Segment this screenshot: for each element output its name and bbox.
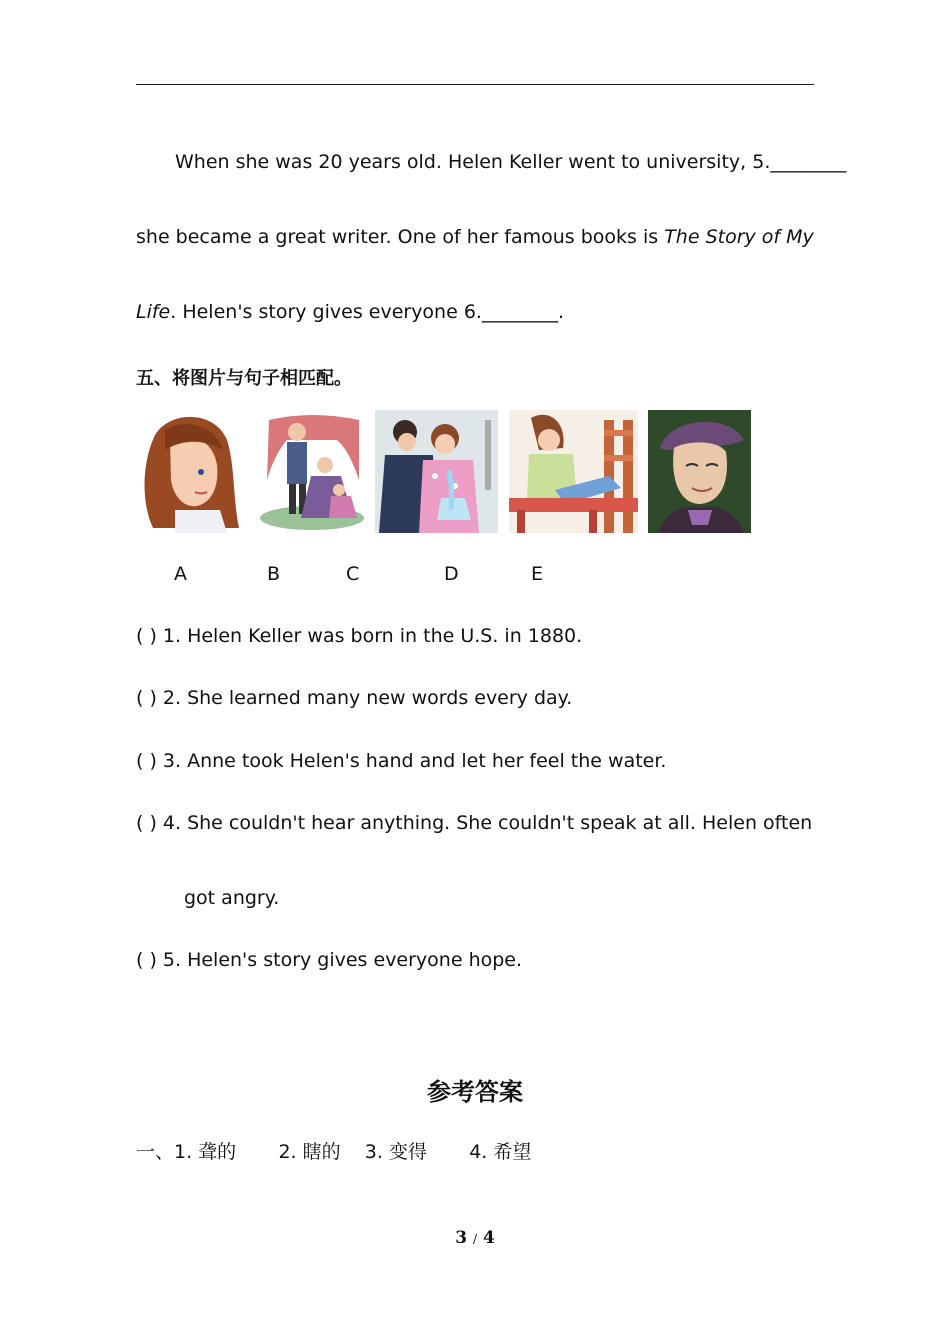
picture-letter-e: E	[531, 563, 544, 585]
matching-item-4: ( ) 4. She couldn't hear anything. She couldn't speak at all. Helen often	[136, 812, 813, 834]
page-number	[0, 1228, 950, 1248]
passage-line-3	[136, 300, 564, 324]
matching-item-2: ( ) 2. She learned many new words every day.	[136, 687, 573, 709]
passage-line-1: When she was 20 years old. Helen Keller went to university, 5.________	[175, 151, 847, 173]
picture-letter-c: C	[346, 563, 360, 585]
teacher-girl-water-illustration	[375, 410, 498, 533]
page-separator: /	[472, 1232, 478, 1246]
book-title-end: Life	[136, 301, 171, 323]
answer-key-title: 参考答案	[427, 1078, 523, 1106]
header-rule	[136, 84, 814, 85]
girl-long-hair-illustration	[135, 410, 242, 533]
section-5-heading: 五、将图片与句子相匹配。	[136, 368, 352, 389]
picture-letter-b: B	[267, 563, 281, 585]
passage-text: . Helen's story gives everyone 6.________.	[170, 301, 564, 323]
matching-item-4-continued: got angry.	[184, 887, 280, 909]
family-scene-illustration	[259, 410, 365, 533]
matching-item-1: ( ) 1. Helen Keller was born in the U.S. in 1880.	[136, 625, 583, 647]
passage-line-2	[136, 225, 814, 249]
old-woman-hat-illustration	[648, 410, 751, 533]
book-title: The Story of My	[664, 226, 814, 248]
page-current: 3	[455, 1228, 468, 1248]
matching-item-3: ( ) 3. Anne took Helen's hand and let her feel the water.	[136, 750, 667, 772]
picture-letter-a: A	[174, 563, 187, 585]
matching-item-5: ( ) 5. Helen's story gives everyone hope.	[136, 949, 523, 971]
picture-letter-d: D	[444, 563, 459, 585]
page-total: 4	[482, 1228, 495, 1248]
girl-reading-book-illustration	[509, 410, 638, 533]
passage-text: she became a great writer. One of her famous books is	[136, 226, 665, 248]
answer-line-1: 一、1. 聋的 2. 瞎的 3. 变得 4. 希望	[136, 1141, 532, 1163]
